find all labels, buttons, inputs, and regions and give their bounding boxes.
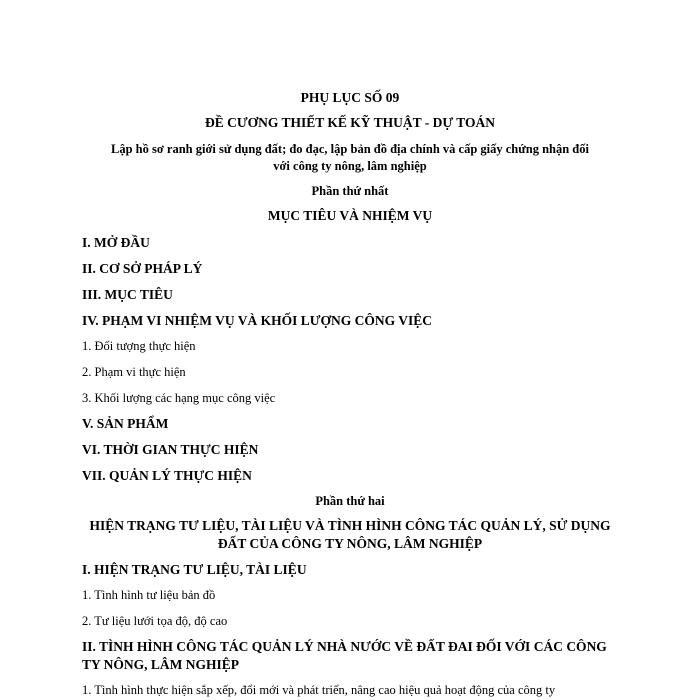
appendix-title: PHỤ LỤC SỐ 09 [300,90,400,105]
part-one-title: MỤC TIÊU VÀ NHIỆM VỤ [267,208,433,223]
section-heading-continued: TY NÔNG, LÂM NGHIỆP [82,657,240,672]
section-heading: I. MỞ ĐẦU [82,235,150,250]
subtitle-line-2: với công ty nông, lâm nghiệp [273,159,427,173]
section-heading: VI. THỜI GIAN THỰC HIỆN [82,442,259,457]
part-two-label: Phần thứ hai [315,494,385,508]
subsection-item: 1. Đối tượng thực hiện [82,339,196,353]
subsection-item: 3. Khối lượng các hạng mục công việc [82,391,276,405]
section-heading: I. HIỆN TRẠNG TƯ LIỆU, TÀI LIỆU [82,562,307,577]
section-heading: VII. QUẢN LÝ THỰC HIỆN [82,468,252,483]
document-title: ĐỀ CƯƠNG THIẾT KẾ KỸ THUẬT - DỰ TOÁN [204,115,496,130]
subtitle-line-1: Lập hồ sơ ranh giới sử dụng đất; đo đạc, lập bản đồ địa chính và cấp giấy chứng nhận đối [111,142,589,156]
part-one-label: Phần thứ nhất [311,184,389,198]
section-heading: II. CƠ SỞ PHÁP LÝ [82,261,203,276]
subsection-item: 1. Tình hình tư liệu bản đồ [82,588,216,602]
part-two-title-line-1: HIỆN TRẠNG TƯ LIỆU, TÀI LIỆU VÀ TÌNH HÌNH CÔNG TÁC QUẢN LÝ, SỬ DỤNG [89,518,611,533]
section-heading: V. SẢN PHẨM [82,416,169,431]
subsection-item: 1. Tình hình thực hiện sắp xếp, đổi mới và phát triển, nâng cao hiệu quả hoạt động của công ty [82,683,556,697]
subsection-item: 2. Tư liệu lưới tọa độ, độ cao [82,614,228,628]
part-two-title-line-2: ĐẤT CỦA CÔNG TY NÔNG, LÂM NGHIỆP [217,536,483,551]
section-heading: IV. PHẠM VI NHIỆM VỤ VÀ KHỐI LƯỢNG CÔNG VIỆC [82,313,433,328]
subsection-item: 2. Phạm vi thực hiện [82,365,186,379]
section-heading: II. TÌNH HÌNH CÔNG TÁC QUẢN LÝ NHÀ NƯỚC VỀ ĐẤT ĐAI ĐỐI VỚI CÁC CÔNG [82,639,607,654]
section-heading: III. MỤC TIÊU [82,287,173,302]
